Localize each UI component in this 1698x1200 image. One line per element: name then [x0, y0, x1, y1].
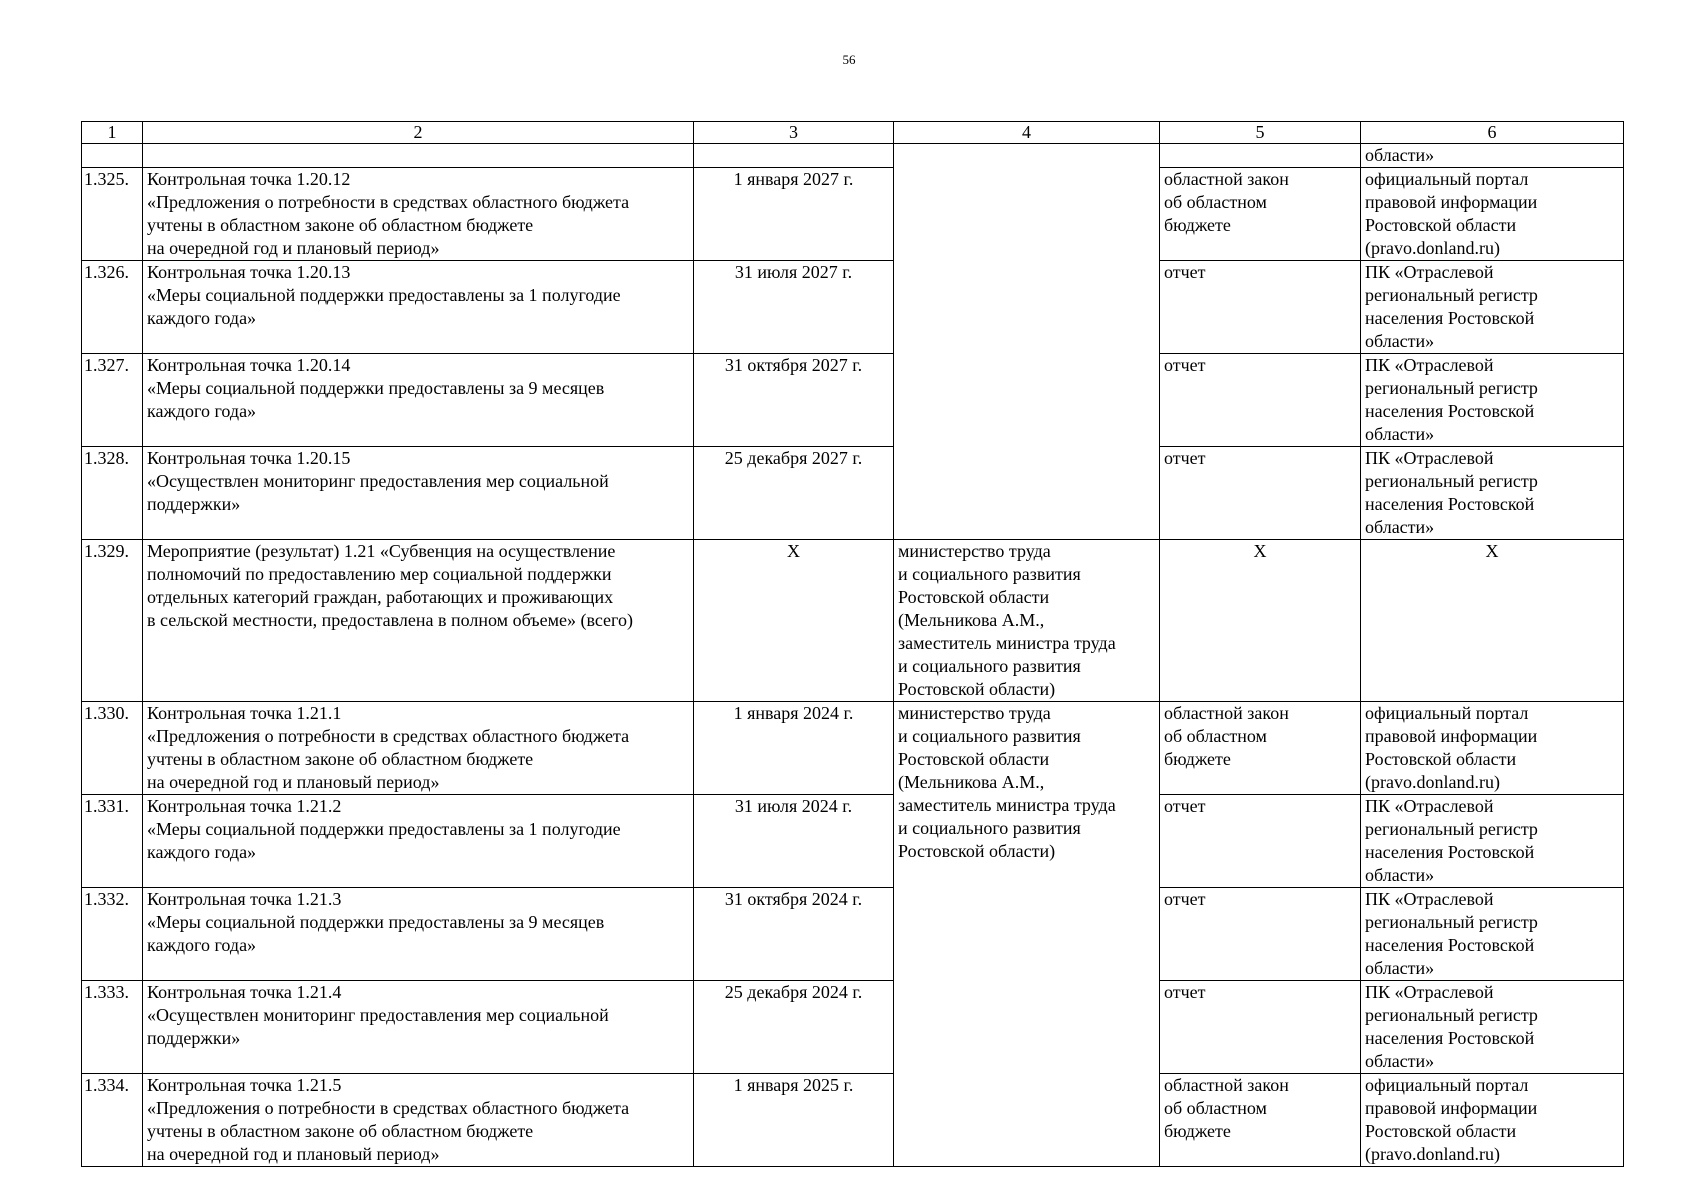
header-cell: 1: [82, 122, 143, 144]
table-row-activity: [82, 540, 1624, 702]
row-date: 1 января 2025 г.: [694, 1074, 894, 1167]
row-date: Х: [694, 540, 894, 702]
row-number: 1.328.: [82, 447, 143, 540]
row-source: официальный портал правовой информации Ростовской области (pravo.donland.ru): [1361, 1074, 1624, 1167]
row-number: 1.327.: [82, 354, 143, 447]
row-number: 1.332.: [82, 888, 143, 981]
responsible-cell-empty: [894, 144, 1160, 540]
row-description: Контрольная точка 1.20.15 «Осуществлен мониторинг предоставления мер социальной поддержки»: [143, 447, 694, 540]
row-description: Контрольная точка 1.21.5 «Предложения о потребности в средствах областного бюджета учтены в областном законе об областном бюджете на очередной год и плановый период»: [143, 1074, 694, 1167]
table-row: [82, 795, 1624, 888]
row-date: 1 января 2027 г.: [694, 168, 894, 261]
row-document: отчет: [1160, 447, 1361, 540]
row-description: Контрольная точка 1.21.4 «Осуществлен мониторинг предоставления мер социальной поддержки»: [143, 981, 694, 1074]
row-source: ПК «Отраслевой региональный регистр населения Ростовской области»: [1361, 981, 1624, 1074]
header-cell: 5: [1160, 122, 1361, 144]
row-document: отчет: [1160, 981, 1361, 1074]
row-source: ПК «Отраслевой региональный регистр населения Ростовской области»: [1361, 447, 1624, 540]
row-date: 31 июля 2027 г.: [694, 261, 894, 354]
control-points-table: [81, 121, 1624, 1167]
row-document: областной закон об областном бюджете: [1160, 702, 1361, 795]
header-cell: 4: [894, 122, 1160, 144]
row-description: Контрольная точка 1.20.14 «Меры социальной поддержки предоставлены за 9 месяцев каждого года»: [143, 354, 694, 447]
table-row: [82, 354, 1624, 447]
row-document: отчет: [1160, 795, 1361, 888]
row-source: ПК «Отраслевой региональный регистр населения Ростовской области»: [1361, 888, 1624, 981]
table-row: [82, 888, 1624, 981]
row-source: ПК «Отраслевой региональный регистр населения Ростовской области»: [1361, 354, 1624, 447]
row-number: 1.329.: [82, 540, 143, 702]
row-date: 31 октября 2027 г.: [694, 354, 894, 447]
row-document: Х: [1160, 540, 1361, 702]
row-source: ПК «Отраслевой региональный регистр населения Ростовской области»: [1361, 261, 1624, 354]
row-responsible: министерство труда и социального развития Ростовской области (Мельникова А.М., заместитель министра труда и социального развития Ростовской области): [894, 540, 1160, 702]
carryover-source: области»: [1361, 144, 1624, 168]
row-number: 1.334.: [82, 1074, 143, 1167]
row-date: 31 октября 2024 г.: [694, 888, 894, 981]
table-row: [82, 261, 1624, 354]
row-document: отчет: [1160, 888, 1361, 981]
row-source: ПК «Отраслевой региональный регистр населения Ростовской области»: [1361, 795, 1624, 888]
row-document: отчет: [1160, 261, 1361, 354]
row-source: официальный портал правовой информации Ростовской области (pravo.donland.ru): [1361, 168, 1624, 261]
row-date: 25 декабря 2024 г.: [694, 981, 894, 1074]
header-cell: 3: [694, 122, 894, 144]
row-document: отчет: [1160, 354, 1361, 447]
row-description: Контрольная точка 1.20.12 «Предложения о потребности в средствах областного бюджета учтены в областном законе об областном бюджете на очередной год и плановый период»: [143, 168, 694, 261]
row-responsible: министерство труда и социального развития Ростовской области (Мельникова А.М., заместитель министра труда и социального развития Ростовской области): [894, 702, 1160, 1167]
row-number: 1.326.: [82, 261, 143, 354]
header-cell: 6: [1361, 122, 1624, 144]
row-description: Контрольная точка 1.21.1 «Предложения о потребности в средствах областного бюджета учтены в областном законе об областном бюджете на очередной год и плановый период»: [143, 702, 694, 795]
row-number: 1.331.: [82, 795, 143, 888]
row-date: 25 декабря 2027 г.: [694, 447, 894, 540]
row-date: 1 января 2024 г.: [694, 702, 894, 795]
row-description: Контрольная точка 1.20.13 «Меры социальной поддержки предоставлены за 1 полугодие каждого года»: [143, 261, 694, 354]
row-date: 31 июля 2024 г.: [694, 795, 894, 888]
table-row: [82, 168, 1624, 261]
table-row: [82, 981, 1624, 1074]
table-row: [82, 447, 1624, 540]
row-number: 1.330.: [82, 702, 143, 795]
row-description: Контрольная точка 1.21.2 «Меры социальной поддержки предоставлены за 1 полугодие каждого года»: [143, 795, 694, 888]
row-source: официальный портал правовой информации Ростовской области (pravo.donland.ru): [1361, 702, 1624, 795]
row-number: 1.325.: [82, 168, 143, 261]
row-document: областной закон об областном бюджете: [1160, 168, 1361, 261]
header-row: [82, 122, 1624, 144]
row-number: 1.333.: [82, 981, 143, 1074]
carryover-row: [82, 144, 1624, 168]
table-row: [82, 1074, 1624, 1167]
row-document: областной закон об областном бюджете: [1160, 1074, 1361, 1167]
row-source: Х: [1361, 540, 1624, 702]
page-number: 56: [842, 52, 856, 67]
row-description: Мероприятие (результат) 1.21 «Субвенция на осуществление полномочий по предоставлению мер социальной поддержки отдельных категорий граждан, работающих и проживающих в сельской местности, предоставлена в полном объеме» (всего): [143, 540, 694, 702]
row-description: Контрольная точка 1.21.3 «Меры социальной поддержки предоставлены за 9 месяцев каждого года»: [143, 888, 694, 981]
table-row: [82, 702, 1624, 795]
header-cell: 2: [143, 122, 694, 144]
